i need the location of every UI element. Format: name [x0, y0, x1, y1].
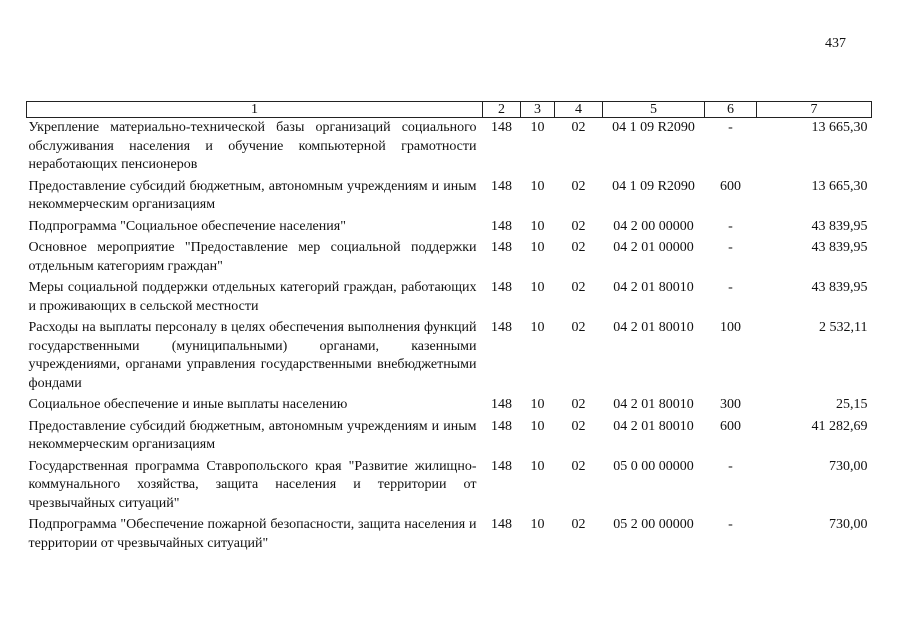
row-name: Государственная программа Ставропольского края "Развитие жилищно-коммунального хозяйства, защита населения и территории от чрезвычайных ситуаций" [28, 458, 477, 511]
row-expense-type-code: - [728, 280, 733, 295]
row-target-article-code: 05 2 00 00000 [613, 517, 694, 532]
table-row [27, 118, 872, 178]
table-row [27, 418, 872, 458]
row-target-article-code: 04 2 01 00000 [613, 240, 694, 255]
row-target-article-code: 04 2 01 80010 [613, 418, 694, 434]
row-target-article-code: 04 2 00 00000 [613, 218, 694, 234]
row-ved-code: 148 [491, 458, 512, 474]
row-expense-type-code: 300 [720, 397, 741, 412]
row-section-code: 10 [530, 320, 545, 335]
table-row [27, 279, 872, 319]
table-row [27, 218, 872, 240]
row-target-article-code: 04 2 01 80010 [613, 320, 694, 335]
header-cell-4: 4 [555, 102, 603, 118]
budget-table [26, 101, 872, 556]
table-row [27, 396, 872, 418]
row-expense-type-code: - [728, 517, 733, 532]
table-body [27, 118, 872, 557]
table-row [27, 319, 872, 396]
header-cell-6: 6 [705, 102, 757, 118]
row-subsection-code: 02 [571, 178, 586, 194]
row-ved-code: 148 [491, 120, 512, 135]
page-number: 437 [825, 36, 846, 51]
row-amount: 2 532,11 [819, 320, 868, 335]
row-section-code: 10 [530, 178, 545, 194]
row-section-code: 10 [530, 458, 545, 474]
row-amount: 43 839,95 [811, 218, 868, 234]
row-subsection-code: 02 [571, 120, 586, 135]
row-expense-type-code: - [728, 240, 733, 255]
row-section-code: 10 [530, 397, 545, 412]
row-ved-code: 148 [491, 397, 512, 412]
row-name: Подпрограмма "Обеспечение пожарной безопасности, защита населения и территории от чрезвычайных ситуаций" [28, 517, 477, 551]
row-target-article-code: 05 0 00 00000 [613, 458, 694, 474]
row-amount: 13 665,30 [811, 120, 868, 135]
row-name: Расходы на выплаты персоналу в целях обеспечения выполнения функций государственными (муниципальными) органами, казенными учреждениями, органами управления государственными внебюджетными фондами [28, 320, 477, 391]
row-section-code: 10 [530, 120, 545, 135]
row-expense-type-code: - [728, 218, 733, 234]
row-name: Предоставление субсидий бюджетным, автономным учреждениям и иным некоммерческим организациям [28, 178, 477, 212]
row-subsection-code: 02 [571, 397, 586, 412]
header-cell-2: 2 [483, 102, 521, 118]
table-row [27, 178, 872, 218]
header-cell-7: 7 [757, 102, 872, 118]
row-ved-code: 148 [491, 280, 512, 295]
row-name: Основное мероприятие "Предоставление мер социальной поддержки отдельным категориям граждан" [28, 240, 477, 274]
row-target-article-code: 04 2 01 80010 [613, 397, 694, 412]
row-expense-type-code: - [728, 458, 733, 474]
row-ved-code: 148 [491, 178, 512, 194]
row-name: Меры социальной поддержки отдельных категорий граждан, работающих и проживающих в сельской местности [28, 280, 477, 314]
row-target-article-code: 04 1 09 R2090 [612, 178, 695, 194]
row-ved-code: 148 [491, 320, 512, 335]
row-expense-type-code: 100 [720, 320, 741, 335]
header-cell-3: 3 [521, 102, 555, 118]
row-expense-type-code: 600 [720, 418, 741, 434]
row-amount: 730,00 [829, 517, 868, 532]
row-target-article-code: 04 2 01 80010 [613, 280, 694, 295]
row-ved-code: 148 [491, 240, 512, 255]
row-name: Подпрограмма "Социальное обеспечение населения" [28, 218, 346, 234]
row-name: Предоставление субсидий бюджетным, автономным учреждениям и иным некоммерческим организациям [28, 418, 477, 452]
row-subsection-code: 02 [571, 240, 586, 255]
row-section-code: 10 [530, 240, 545, 255]
row-amount: 43 839,95 [811, 240, 868, 255]
header-cell-1: 1 [27, 102, 483, 118]
row-amount: 41 282,69 [811, 418, 868, 434]
row-subsection-code: 02 [571, 458, 586, 474]
row-name: Социальное обеспечение и иные выплаты населению [28, 397, 348, 412]
row-section-code: 10 [530, 280, 545, 295]
row-ved-code: 148 [491, 418, 512, 434]
row-amount: 43 839,95 [811, 280, 868, 295]
row-subsection-code: 02 [571, 517, 586, 532]
row-name: Укрепление материально-технической базы организаций социального обслуживания населения и обучение компьютерной грамотности неработающих пенсионеров [28, 120, 477, 172]
table-row [27, 516, 872, 556]
table-row [27, 458, 872, 517]
row-amount: 13 665,30 [811, 178, 868, 194]
row-expense-type-code: 600 [720, 178, 741, 194]
row-ved-code: 148 [491, 218, 512, 234]
row-subsection-code: 02 [571, 418, 586, 434]
row-subsection-code: 02 [571, 218, 586, 234]
row-subsection-code: 02 [571, 320, 586, 335]
header-cell-5: 5 [603, 102, 705, 118]
row-amount: 25,15 [836, 397, 868, 412]
header-row [27, 102, 872, 118]
row-section-code: 10 [530, 517, 545, 532]
table-row [27, 239, 872, 279]
row-target-article-code: 04 1 09 R2090 [612, 120, 695, 135]
row-expense-type-code: - [728, 120, 733, 135]
row-section-code: 10 [530, 218, 545, 234]
row-section-code: 10 [530, 418, 545, 434]
row-amount: 730,00 [829, 458, 868, 474]
row-subsection-code: 02 [571, 280, 586, 295]
row-ved-code: 148 [491, 517, 512, 532]
